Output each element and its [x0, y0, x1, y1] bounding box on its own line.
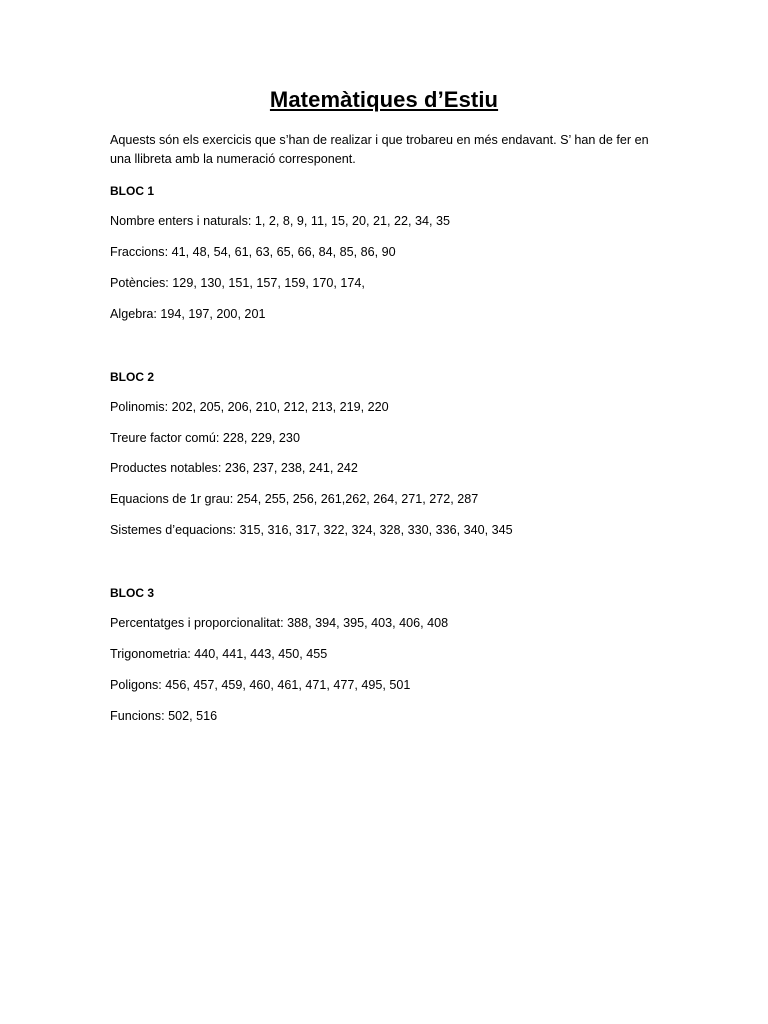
bloc2-item: Treure factor comú: 228, 229, 230 — [110, 431, 300, 445]
bloc3-item: Trigonometria: 440, 441, 443, 450, 455 — [110, 647, 328, 661]
bloc1-item: Fraccions: 41, 48, 54, 61, 63, 65, 66, 84, 85, 86, 90 — [110, 245, 396, 259]
intro-paragraph: Aquests són els exercicis que s’han de realizar i que trobareu en més endavant. S’ han de fer en una llibreta amb la numeració corresponent. — [110, 133, 649, 166]
bloc1-item: Nombre enters i naturals: 1, 2, 8, 9, 11, 15, 20, 21, 22, 34, 35 — [110, 214, 451, 228]
bloc3-item: Poligons: 456, 457, 459, 460, 461, 471, 477, 495, 501 — [110, 678, 411, 692]
bloc2-heading: BLOC 2 — [110, 370, 155, 384]
bloc1-item: Potències: 129, 130, 151, 157, 159, 170, 174, — [110, 276, 365, 290]
bloc3-item: Funcions: 502, 516 — [110, 709, 218, 723]
bloc1-item: Algebra: 194, 197, 200, 201 — [110, 307, 266, 321]
bloc2-item: Sistemes d’equacions: 315, 316, 317, 322, 324, 328, 330, 336, 340, 345 — [110, 523, 513, 537]
bloc2-item: Productes notables: 236, 237, 238, 241, 242 — [110, 461, 358, 475]
bloc3-item: Percentatges i proporcionalitat: 388, 394, 395, 403, 406, 408 — [110, 616, 449, 630]
bloc2-item: Equacions de 1r grau: 254, 255, 256, 261,262, 264, 271, 272, 287 — [110, 492, 479, 506]
bloc3-heading: BLOC 3 — [110, 586, 155, 600]
bloc2-item: Polinomis: 202, 205, 206, 210, 212, 213, 219, 220 — [110, 400, 389, 414]
bloc1-heading: BLOC 1 — [110, 184, 155, 198]
document-title: Matemàtiques d’Estiu — [269, 87, 499, 112]
